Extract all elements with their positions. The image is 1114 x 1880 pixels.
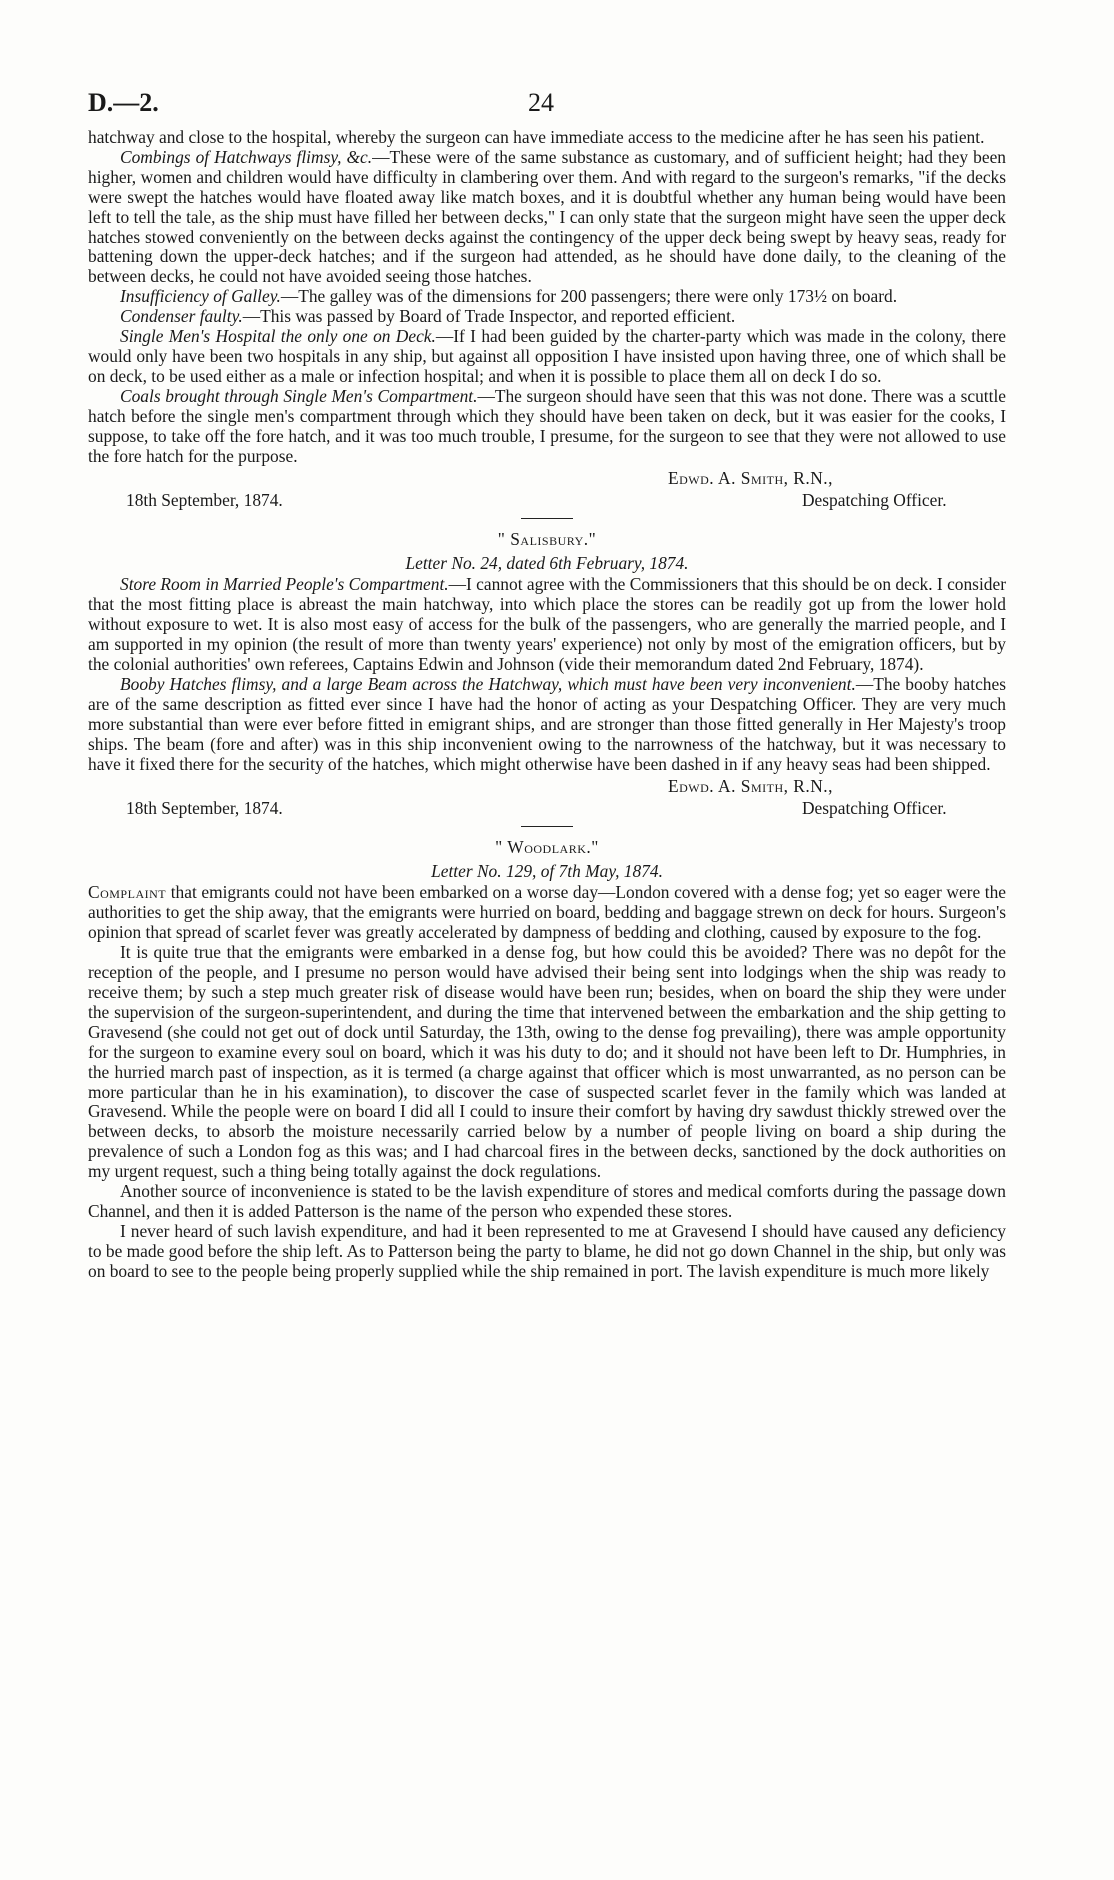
paragraph-text: —The surgeon should have seen that this was not done. There was a scuttle hatch before the single men's compartment through which they should have been taken on deck, but it was easier for the cooks, I suppose, to take off the fore hatch, and it was too much trouble, I presume, for the surgeon to see that they were not allowed to use the fore hatch for the purpose. bbox=[88, 385, 1006, 466]
paragraph-heading: Store Room in Married People's Compartment. bbox=[120, 574, 449, 595]
paragraph-text: that emigrants could not have been embarked on a worse day—London covered with a dense fog; yet so eager were the authorities to get the ship away, that the emigrants were hurried on board, bedding and baggage strewn on deck for hours. Surgeon's opinion that spread of scarlet fever was greatly accelerated by dampness of bedding and clothing, caused by exposure to the fog. bbox=[88, 882, 1006, 943]
paragraph bbox=[88, 287, 1006, 307]
paragraph: I never heard of such lavish expenditure, and had it been represented to me at Gravesend I should have caused any deficiency to be made good before the ship left. As to Patterson being the party to blame, he did not go down Channel in the ship, but only was on board to see to the people being properly supplied while the ship remained in port. The lavish expenditure is much more likely bbox=[88, 1220, 1006, 1281]
signature-block bbox=[88, 776, 1006, 818]
paragraph-heading: Complaint bbox=[88, 882, 167, 903]
paragraph: It is quite true that the emigrants were embarked in a dense fog, but how could this be avoided? There was no depôt for the reception of the people, and I presume no person would have advised their being sent into lodgings when the ship was ready to receive them; by such a step much greater risk of disease would have been run; besides, when on board the ship they were under the supervision of the surgeon-superintendent, and during the time that intervened between the embarkation and the ship getting to Gravesend (she could not get out of dock until Saturday, the 13th, owing to the dense fog prevailing), there was ample opportunity for the surgeon to examine every soul on board, which it was his duty to do; and it should not have been left to Dr. Humphries, in the hurried march past of inspection, as it is termed (a charge against that officer which is most unwarranted, as no person can be more particular than he in his examination), to discover the case of suspected scarlet fever in the family which was landed at Gravesend. While the people were on board I did all I could to insure their comfort by having dry sawdust thickly strewed over the between decks, to absorb the moisture necessarily carried below by a number of people living on board a ship during the prevalence of such a London fog as this was; and I had charcoal fires in the between decks, sanctioned by the dock authorities on my urgent request, such a thing being totally against the dock regulations. bbox=[88, 942, 1006, 1182]
signatory-title: Despatching Officer. bbox=[802, 490, 947, 511]
paragraph-text: —This was passed by Board of Trade Inspector, and reported efficient. bbox=[242, 306, 736, 327]
signatory-name: Edwd. A. Smith, R.N., bbox=[668, 468, 834, 489]
ship-heading: " Salisbury." bbox=[497, 529, 597, 550]
paragraph: hatchway and close to the hospital, whereby the surgeon can have immediate access to the medicine after he has seen his patient. bbox=[88, 127, 985, 147]
signature-date: 18th September, 1874. bbox=[126, 490, 283, 511]
paragraph-heading: Condenser faulty. bbox=[120, 306, 243, 327]
section-salisbury bbox=[88, 527, 1006, 818]
signature-date: 18th September, 1874. bbox=[126, 798, 283, 819]
document-page bbox=[88, 88, 1006, 1282]
document-code: D.—2. bbox=[88, 88, 159, 117]
section-divider bbox=[521, 518, 573, 519]
section-divider bbox=[521, 826, 573, 827]
paragraph-text: —The galley was of the dimensions for 200 passengers; there were only 173½ on board. bbox=[280, 286, 898, 307]
paragraph-heading: Coals brought through Single Men's Compartment. bbox=[120, 385, 478, 406]
paragraph-text: —I cannot agree with the Commissioners that this should be on deck. I consider that the most fitting place is abreast the main hatchway, into which place the stores can be readily got up from the lower hold without exposure to wet. It is also most easy of access for the bulk of the passengers, who are generally the married people, and I am supported in my opinion (the result of more than twenty years' experience) not only by most of the emigration officers, but by the colonial authorities' own referees, Captains Edwin and Johnson (vide their memorandum dated 2nd February, 1874). bbox=[88, 574, 1006, 675]
section-woodlark bbox=[88, 835, 1006, 1281]
paragraph bbox=[88, 883, 1006, 943]
paragraph bbox=[88, 575, 1006, 675]
page-header bbox=[88, 88, 1006, 128]
paragraph: Another source of inconvenience is stated to be the lavish expenditure of stores and medical comforts during the passage down Channel, and then it is added Patterson is the name of the person who expended these stores. bbox=[88, 1181, 1006, 1221]
paragraph bbox=[88, 148, 1006, 287]
letter-reference: Letter No. 24, dated 6th February, 1874. bbox=[405, 553, 689, 574]
paragraph-heading: Single Men's Hospital the only one on Deck. bbox=[120, 326, 436, 347]
paragraph bbox=[88, 327, 1006, 387]
page-number: 24 bbox=[528, 88, 554, 117]
paragraph-text: —These were of the same substance as customary, and of sufficient height; had they been higher, women and children would have difficulty in clambering over them. And with regard to the surgeon's remarks, "if the decks were swept the hatches would have floated away like match boxes, and it is doubtful whether any human being would have been left to tell the tale, as the ship must have filled her between decks," I can only state that the surgeon might have seen the upper deck hatches stowed conveniently on the between decks against the contingency of the upper deck being swept by heavy seas, ready for battening down the upper-deck hatches; and if the surgeon had attended, as he should have done daily, to the cleaning of the between decks, he could not have avoided seeing those hatches. bbox=[88, 146, 1006, 287]
paragraph bbox=[88, 307, 1006, 327]
signatory-title: Despatching Officer. bbox=[802, 798, 947, 819]
paragraph-text: —The booby hatches are of the same description as fitted ever since I have had the honor of acting as your Despatching Officer. They are very much more substantial than were ever before fitted in emigrant ships, and are stronger than those fitted generally in Her Majesty's troop ships. The beam (fore and after) was in this ship inconvenient owing to the narrowness of the hatchway, but it was necessary to have it fixed there for the security of the hatches, which might otherwise have been dashed in if any heavy seas had been shipped. bbox=[88, 673, 1006, 774]
signatory-name: Edwd. A. Smith, R.N., bbox=[668, 776, 834, 797]
paragraph-heading: Insufficiency of Galley. bbox=[120, 286, 281, 307]
ship-heading: " Woodlark." bbox=[495, 837, 599, 858]
paragraph-heading: Combings of Hatchways flimsy, &c. bbox=[120, 146, 373, 167]
letter-reference: Letter No. 129, of 7th May, 1874. bbox=[431, 861, 663, 882]
paragraph-text: —If I had been guided by the charter-party which was made in the colony, there would only have been two hospitals in any ship, but against all opposition I have insisted upon having three, one of which shall be on deck, to be used either as a male or infection hospital; and when it is possible to place them all on deck I do so. bbox=[88, 326, 1006, 386]
section-continuation bbox=[88, 128, 1006, 510]
signature-block bbox=[88, 468, 1006, 510]
paragraph bbox=[88, 675, 1006, 775]
paragraph bbox=[88, 387, 1006, 467]
paragraph-heading: Booby Hatches flimsy, and a large Beam across the Hatchway, which must have been very inconvenient. bbox=[120, 673, 856, 694]
